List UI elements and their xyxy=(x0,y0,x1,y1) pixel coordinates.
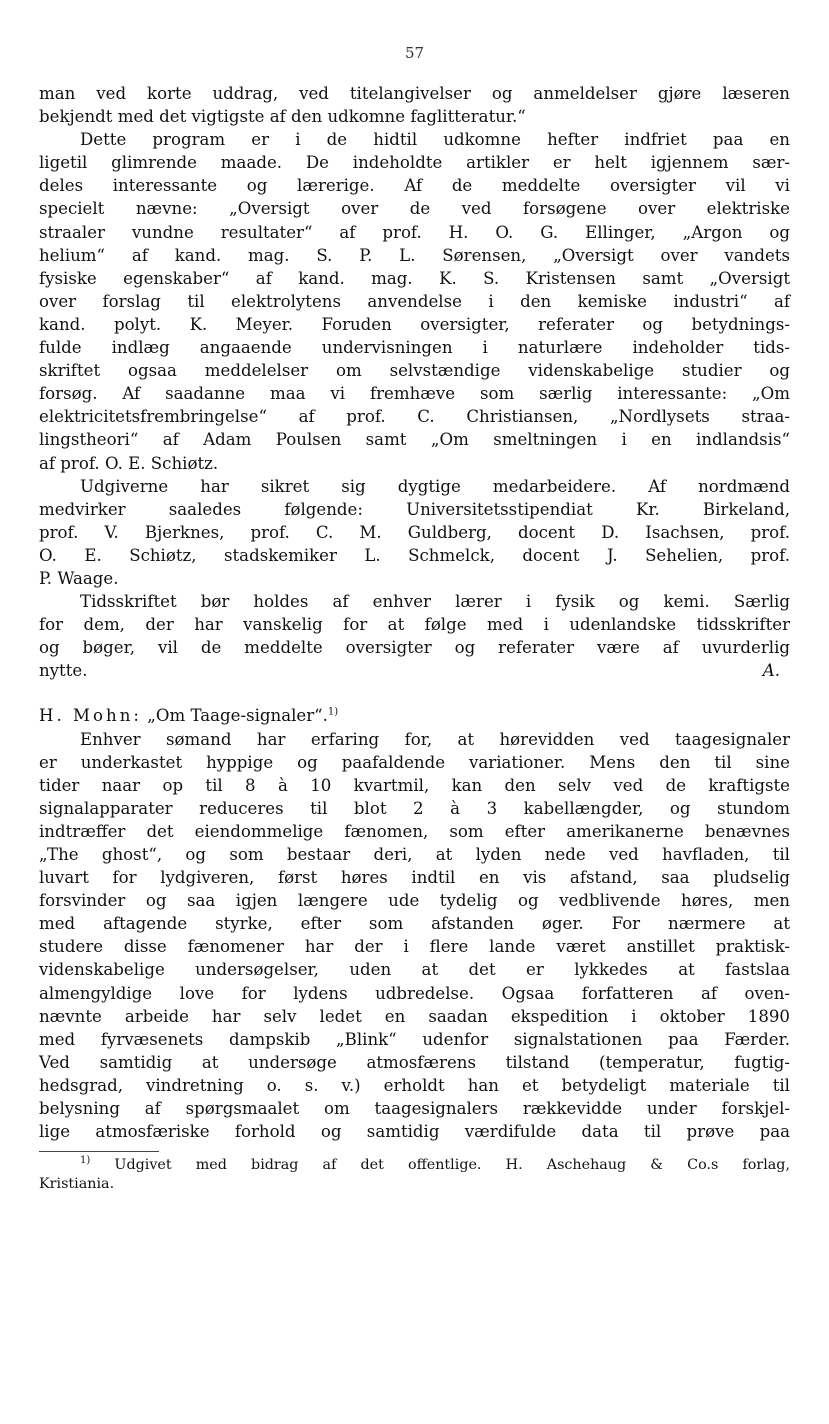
text-line: helium“ af kand. mag. S. P. L. Sørensen, „Oversigt over vandets xyxy=(39,245,790,265)
text-line: straaler vundne resultater“ af prof. H. O. G. Ellinger, „Argon og xyxy=(39,222,790,242)
footnote xyxy=(39,1156,790,1194)
text-line: med fyrvæsenets dampskib „Blink“ udenfor signalstationen paa Færder. xyxy=(39,1029,790,1049)
page-number: 57 xyxy=(404,44,425,62)
paragraph-recommendation xyxy=(39,590,790,682)
footnote-line: Kristiania. xyxy=(39,1176,115,1193)
text-line: Dette program er i de hidtil udkomne hefter indfriet paa en xyxy=(80,130,790,150)
page-body xyxy=(39,82,790,1194)
text-line: bekjendt med det vigtigste af den udkomne faglitteratur.“ xyxy=(39,107,526,127)
text-line: af prof. O. E. Schiøtz. xyxy=(39,453,219,473)
text-line: videnskabelige undersøgelser, uden at det er lykkedes at fastslaa xyxy=(39,960,790,980)
text-line: prof. V. Bjerknes, prof. C. M. Guldberg, docent D. Isachsen, prof. xyxy=(39,522,790,542)
text-line: „The ghost“, og som bestaar deri, at lyden nede ved havfladen, til xyxy=(39,845,790,864)
text-line: og bøger, vil de meddelte oversigter og referater være af uvurderlig xyxy=(39,638,790,658)
text-line: lingstheori“ af Adam Poulsen samt „Om smeltningen i en indlandsis“ xyxy=(39,430,790,450)
text-line: lige atmosfæriske forhold og samtidig værdifulde data til prøve paa xyxy=(39,1122,790,1142)
text-line xyxy=(39,659,790,682)
paragraph-contributors xyxy=(39,475,790,590)
text-line: man ved korte uddrag, ved titelangivelser og anmeldelser gjøre læseren xyxy=(39,84,790,103)
text-line: hedsgrad, vindretning o. s. v.) erholdt han et betydeligt materiale til xyxy=(39,1075,790,1095)
text-line: luvart for lydgiveren, først høres indtil en vis afstand, saa pludselig xyxy=(39,868,790,888)
text-line: for dem, der har vanskelig for at følge med i udenlandske tidsskrifter xyxy=(39,615,790,635)
footnote-reference: 1) xyxy=(327,706,339,718)
text-line: elektricitetsfrembringelse“ af prof. C. Christiansen, „Nordlysets straa- xyxy=(39,407,790,427)
reviewer-signature: A. xyxy=(762,661,780,681)
text-line: Ved samtidig at undersøge atmosfærens tilstand (temperatur, fugtig- xyxy=(39,1052,790,1072)
footnote-line xyxy=(39,1156,790,1175)
text-line: belysning af spørgsmaalet om taagesignalers rækkevidde under forskjel- xyxy=(39,1099,790,1119)
text-line: almengyldige love for lydens udbredelse. Ogsaa forfatteren af oven- xyxy=(39,983,790,1003)
text-line: over forslag til elektrolytens anvendelse i den kemiske industri“ af xyxy=(39,291,790,311)
text-line: specielt nævne: „Oversigt over de ved forsøgene over elektriske xyxy=(39,199,790,219)
text-line: Tidsskriftet bør holdes af enhver lærer i fysik og kemi. Særlig xyxy=(80,592,790,612)
footnote-divider xyxy=(39,1151,159,1152)
review-author: H. Mohn: xyxy=(39,706,142,726)
text-line: indtræffer det eiendommelige fænomen, som efter amerikanerne benævnes xyxy=(39,821,790,841)
text-line: studere disse fænomener har der i flere lande været anstillet praktisk- xyxy=(39,937,790,957)
text-line: O. E. Schiøtz, stadskemiker L. Schmelck, docent J. Sehelien, prof. xyxy=(39,545,790,565)
text-line: nævnte arbeide har selv ledet en saadan ekspedition i oktober 1890 xyxy=(39,1006,790,1026)
text-line: medvirker saaledes følgende: Universitetsstipendiat Kr. Birkeland, xyxy=(39,499,790,519)
review-heading xyxy=(39,704,790,727)
text-line: ligetil glimrende maade. De indeholdte artikler er helt igjennem sær- xyxy=(39,153,790,173)
text-line: kand. polyt. K. Meyer. Foruden oversigter, referater og betydnings- xyxy=(39,314,790,334)
paragraph-intro xyxy=(39,82,790,128)
paragraph-program xyxy=(39,128,790,474)
text-line: forsvinder og saa igjen længere ude tydelig og vedblivende høres, men xyxy=(39,891,790,911)
footnote-mark: 1) xyxy=(80,1155,91,1167)
text-line: P. Waage. xyxy=(39,568,119,588)
text-line: Udgiverne har sikret sig dygtige medarbeidere. Af nordmænd xyxy=(80,476,790,496)
text-line: med aftagende styrke, efter som afstanden øger. For nærmere at xyxy=(39,914,790,934)
text-line: deles interessante og lærerige. Af de meddelte oversigter vil vi xyxy=(39,176,790,196)
text-line: signalapparater reduceres til blot 2 à 3 kabellængder, og stundom xyxy=(39,798,790,818)
text-line: forsøg. Af saadanne maa vi fremhæve som særlig interessante: „Om xyxy=(39,384,790,404)
text-line: skriftet ogsaa meddelelser om selvstændige videnskabelige studier og xyxy=(39,361,790,381)
paragraph-fog-signals xyxy=(39,728,790,1144)
text-line: fysiske egenskaber“ af kand. mag. K. S. Kristensen samt „Oversigt xyxy=(39,268,790,288)
footnote-text: Udgivet med bidrag af det offentlige. H. Aschehaug & Co.s forlag, xyxy=(114,1157,790,1174)
text-line: er underkastet hyppige og paafaldende variationer. Mens den til sine xyxy=(39,752,790,772)
text-line-content: nytte. xyxy=(39,661,88,681)
review-title: „Om Taage-signaler“. xyxy=(147,706,328,726)
text-line: tider naar op til 8 à 10 kvartmil, kan den selv ved de kraftigste xyxy=(39,775,790,795)
text-line: Enhver sømand har erfaring for, at hørevidden ved taagesignaler xyxy=(80,729,790,749)
text-line: fulde indlæg angaaende undervisningen i naturlære indeholder tids- xyxy=(39,338,790,358)
